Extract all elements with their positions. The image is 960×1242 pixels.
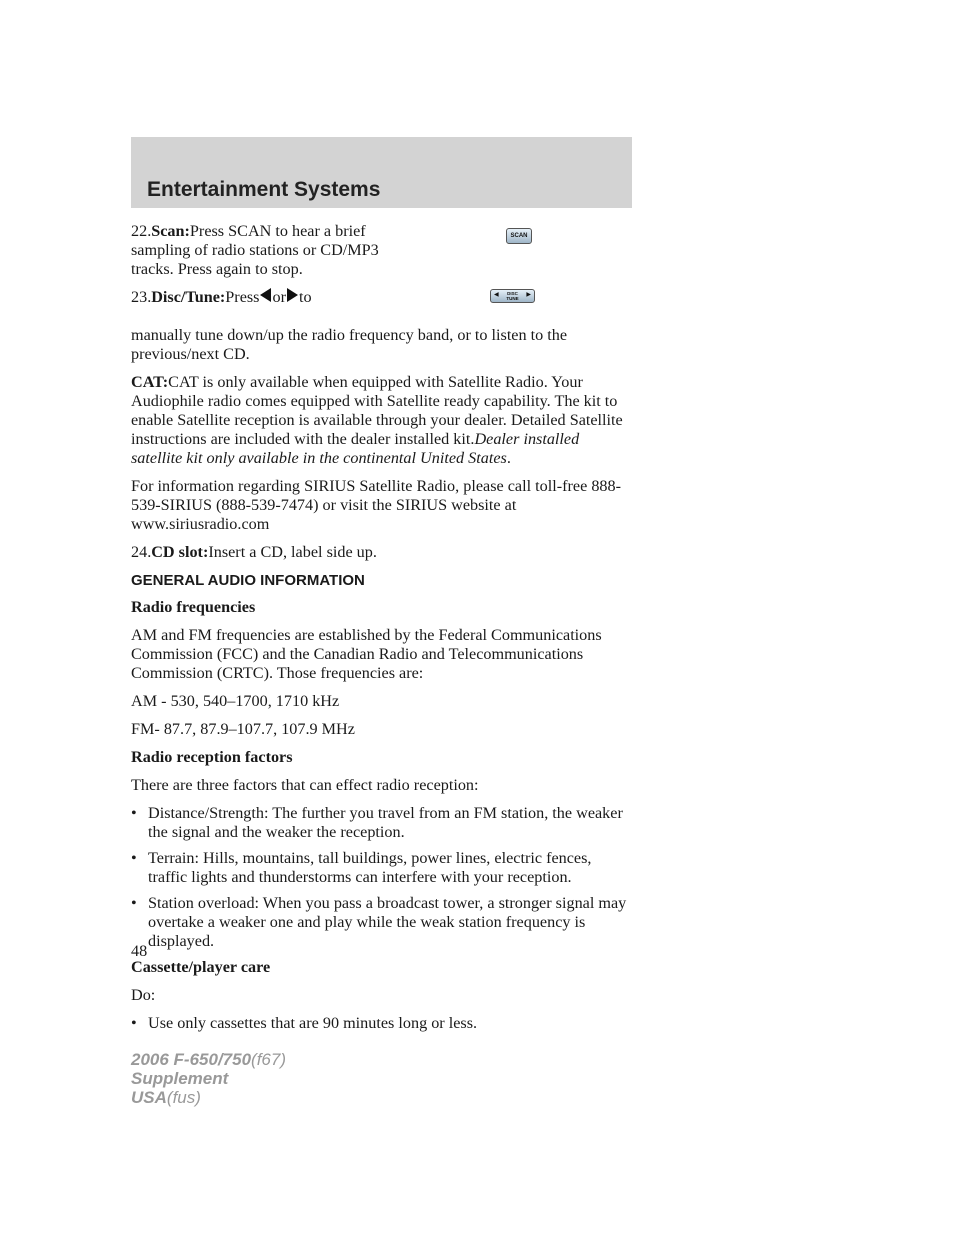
cd-slot-paragraph: 24.CD slot:Insert a CD, label side up. (131, 543, 377, 561)
list-item: • Terrain: Hills, mountains, tall buildings, power lines, electric fences, traffic lights and thunderstorms can interfere with your reception. (131, 849, 631, 887)
radio-frequencies-text: AM and FM frequencies are established by the Federal Communications Commission (FCC) and the Canadian Radio and Telecommunications Commission (CRTC). Those frequencies are: (131, 626, 602, 682)
footer-market-line: USA(fus) (131, 1088, 201, 1107)
reception-factors-intro: There are three factors that can effect radio reception: (131, 776, 479, 794)
page-content (131, 222, 631, 1040)
footer-supplement-line: Supplement (131, 1069, 229, 1088)
tune-down-arrow-icon (260, 288, 271, 302)
scan-button-icon: SCAN (506, 228, 532, 244)
tune-up-arrow-icon (287, 288, 298, 302)
sirius-info-paragraph: For information regarding SIRIUS Satellite Radio, please call toll-free 888-539-SIRIUS (888-539-7474) or visit the SIRIUS website at www.siriusradio.com (131, 477, 621, 533)
fm-frequencies: FM- 87.7, 87.9–107.7, 107.9 MHz (131, 720, 355, 738)
general-audio-heading: GENERAL AUDIO INFORMATION (131, 572, 365, 589)
cassette-care-do-label: Do: (131, 986, 156, 1004)
disc-tune-continuation: manually tune down/up the radio frequency band, or to listen to the previous/next CD. (131, 326, 568, 363)
reception-factors-heading: Radio reception factors (131, 748, 293, 766)
list-item: • Distance/Strength: The further you travel from an FM station, the weaker the signal and the weaker the reception. (131, 804, 631, 842)
scan-paragraph: 22.Scan:Press SCAN to hear a brief sampling of radio stations or CD/MP3 tracks. Press again to stop. (131, 222, 379, 278)
section-header-band (131, 137, 632, 208)
section-title: Entertainment Systems (147, 178, 381, 201)
left-arrow-icon: ◀ (494, 292, 499, 298)
cassette-care-list (131, 1014, 631, 1033)
footer-model-line: 2006 F-650/750(f67) (131, 1050, 287, 1069)
cassette-care-heading: Cassette/player care (131, 958, 271, 976)
document-footer (131, 1050, 286, 1107)
page-number: 48 (131, 942, 148, 960)
reception-factors-list (131, 804, 631, 951)
list-item: • Use only cassettes that are 90 minutes long or less. (131, 1014, 631, 1033)
disc-tune-paragraph: 23.Disc/Tune:Press or to (131, 288, 312, 306)
radio-frequencies-heading: Radio frequencies (131, 598, 256, 616)
right-arrow-icon: ▶ (526, 292, 531, 298)
cat-paragraph: CAT:CAT is only available when equipped with Satellite Radio. Your Audiophile radio comes equipped with Satellite ready capability. The kit to enable Satellite reception is available through your dealer. Detailed Satellite instructions are included with the dealer installed kit.Dealer installed satellite kit only available in the continental United States. (131, 373, 623, 467)
disc-tune-button-label: DISC TUNE (506, 291, 519, 301)
list-item: • Station overload: When you pass a broadcast tower, a stronger signal may overtake a weaker one and play while the weak station frequency is displayed. (131, 894, 631, 951)
am-frequencies: AM - 530, 540–1700, 1710 kHz (131, 692, 340, 710)
